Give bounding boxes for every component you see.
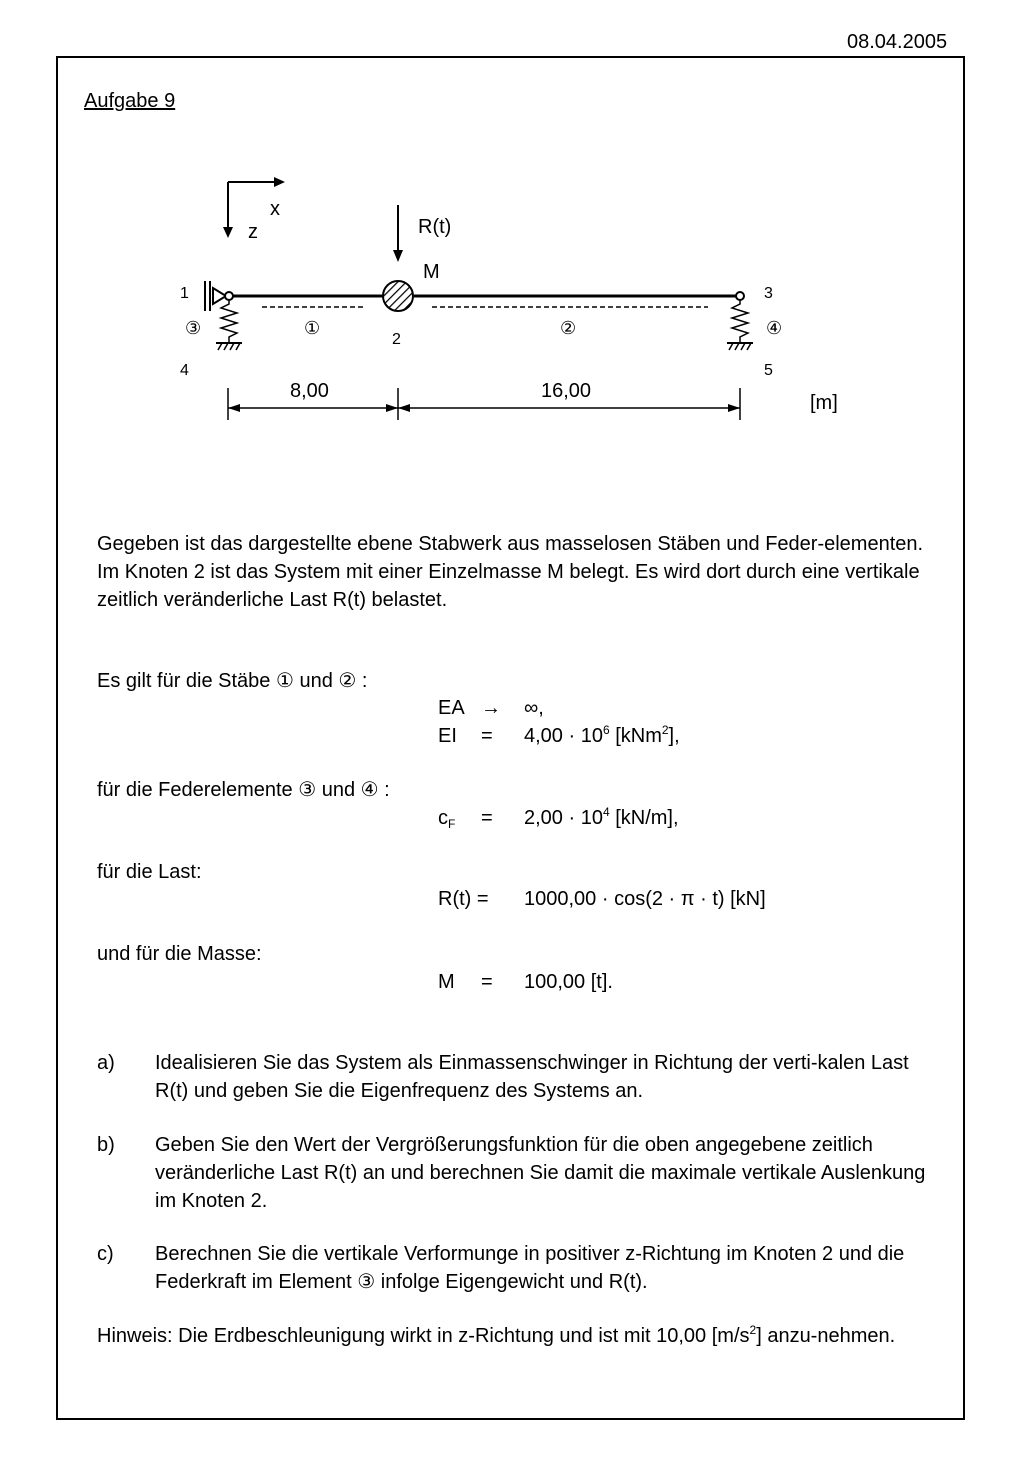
structural-diagram — [0, 0, 1024, 480]
intro-paragraph: Gegeben ist das dargestellte ebene Stabwerk aus masselosen Stäben und Feder-elementen. Im Knoten 2 ist das System mit einer Einzelmasse M belegt. Es wird dort durch eine vertikale zeitlich veränderliche Last R(t) belastet. — [97, 533, 924, 611]
cf-operator: = — [481, 807, 493, 829]
rt-symbol: R(t) = — [438, 888, 489, 910]
cf-value: $2,00 \cdot 10^4$ [kN/m], — [524, 805, 679, 829]
dimension-2-label: 16,00 — [541, 380, 592, 402]
dimension-1-label: 8,00 — [290, 380, 329, 402]
staebe-label: Es gilt für die Stäbe ① und ② : — [97, 670, 368, 692]
node-2-label: 2 — [392, 331, 401, 348]
unit-label: [m] — [810, 392, 838, 414]
date: 08.04.2005 — [847, 31, 948, 53]
node-1-label: 1 — [180, 285, 189, 302]
task-a-text: Idealisieren Sie das System als Einmassenschwinger in Richtung der verti-kalen Last R(t) und geben Sie die Eigenfrequenz des Systems an. — [155, 1052, 909, 1102]
m-symbol: M — [438, 971, 455, 993]
axis-z-label: z — [248, 221, 258, 243]
node-3-label: 3 — [764, 285, 773, 302]
task-a-label: a) — [97, 1052, 115, 1074]
element-3-label: ③ — [185, 318, 202, 338]
ei-operator: = — [481, 725, 493, 747]
load-label: R(t) — [418, 216, 452, 238]
node-5-label: 5 — [764, 362, 773, 379]
left-support — [205, 281, 233, 311]
mass-label: M — [423, 261, 440, 283]
task-b-label: b) — [97, 1134, 115, 1156]
load-arrow — [393, 205, 403, 262]
m-value: 100,00 [t]. — [524, 971, 613, 993]
last-label: für die Last: — [97, 861, 202, 883]
ei-value: $4,00 \cdot 10^6$ [kNm$^2$], — [524, 723, 680, 747]
element-4-label: ④ — [766, 318, 783, 338]
axis-x-label: x — [270, 198, 280, 220]
mass-circle — [383, 281, 413, 311]
rt-value: 1000,00 · cos(2 · π · t) [kN] — [524, 888, 766, 910]
task-c-label: c) — [97, 1243, 114, 1265]
hint-paragraph: Hinweis: Die Erdbeschleunigung wirkt in z-Richtung und ist mit 10,00 $[m/s^2]$ anzu-nehmen. — [97, 1323, 896, 1347]
element-2-label: ② — [560, 318, 577, 338]
ea-symbol: EA — [438, 697, 465, 719]
feder-label: für die Federelemente ③ und ④ : — [97, 779, 390, 801]
task-b-text: Geben Sie den Wert der Vergrößerungsfunktion für die oben angegebene zeitlich veränderliche Last R(t) an und berechnen Sie damit die maximale vertikale Auslenkung im Knoten 2. — [155, 1134, 926, 1212]
right-spring — [727, 292, 753, 350]
ei-symbol: EI — [438, 725, 457, 747]
ea-value: ∞, — [524, 697, 544, 719]
element-1-label: ① — [304, 318, 321, 338]
cf-symbol: $c_F$ — [438, 807, 456, 831]
masse-label: und für die Masse: — [97, 943, 262, 965]
node-4-label: 4 — [180, 362, 189, 379]
task-heading: Aufgabe 9 — [84, 90, 176, 112]
left-spring — [216, 300, 242, 350]
ea-operator: → — [481, 697, 501, 719]
m-operator: = — [481, 971, 493, 993]
task-c-text: Berechnen Sie die vertikale Verformunge in positiver z-Richtung im Knoten 2 und die Federkraft im Element ③ infolge Eigengewicht und R(t). — [155, 1243, 905, 1293]
